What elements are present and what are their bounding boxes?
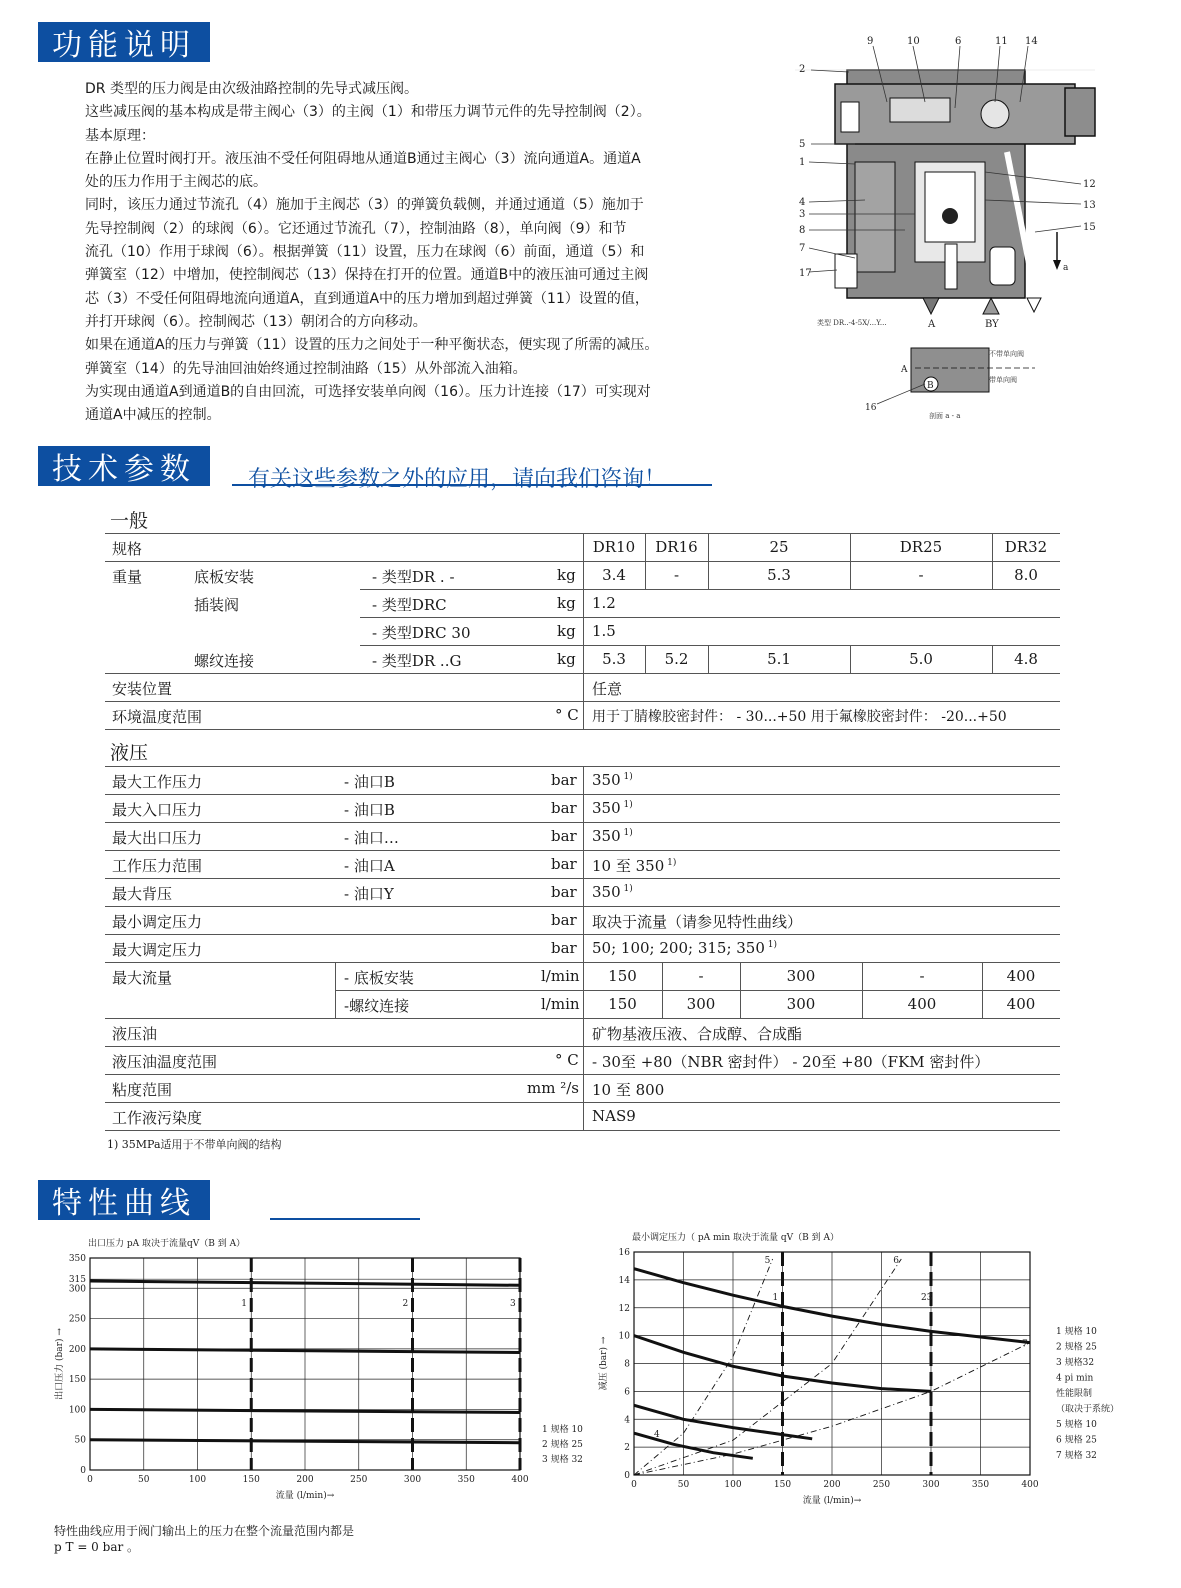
weight-value: 5.3	[767, 566, 791, 584]
series-label: 6	[893, 1255, 900, 1266]
inset-a-label: A	[901, 365, 908, 375]
min-setting-pressure-chart	[599, 1230, 1128, 1510]
port-a-label: A	[928, 319, 936, 330]
hydraulic-param-label: 最大调定压力	[112, 941, 203, 959]
flow-value: 150	[608, 967, 637, 985]
diagram-callout-number: 11	[995, 36, 1008, 47]
y-tick-label: 4	[624, 1415, 630, 1426]
description-line: 先导控制阀（2）的球阀（6）。它还通过节流孔（7），控制油路（8），单向阀（9）和节	[85, 220, 627, 237]
legend-entry: 5 规格 10	[1056, 1420, 1097, 1430]
unit-label: kg	[557, 650, 576, 668]
diagram-callout-number: 3	[799, 209, 806, 220]
hydraulic-param-value: 350 $^{1)}$	[592, 771, 633, 789]
y-tick-label: 50	[74, 1435, 86, 1446]
drc-weight-value: 1.2	[592, 594, 616, 612]
flow-value: 400	[1006, 995, 1036, 1013]
y-tick-label: 2	[624, 1443, 630, 1454]
table-column-rule	[850, 533, 851, 589]
y-tick-label: 12	[618, 1303, 630, 1314]
size-header: DR10	[592, 538, 636, 556]
hydraulic-param-label: 最大背压	[112, 885, 173, 903]
unit-label: kg	[557, 622, 576, 640]
y-tick-label: 10	[618, 1331, 630, 1342]
description-line: 通道A中减压的控制。	[85, 407, 221, 424]
inset-with-check-label: 带单向阀	[989, 376, 1017, 384]
weight-value: -	[918, 566, 924, 584]
hydraulic-port-label: - 油口B	[344, 801, 395, 819]
diagram-callout-number: 9	[867, 36, 874, 47]
unit-label: l/min	[541, 967, 580, 985]
hydraulic-param-label: 最大工作压力	[112, 773, 203, 791]
table-column-rule	[335, 962, 336, 1018]
hydraulic-port-label: - 油口B	[344, 773, 395, 791]
x-tick-label: 50	[677, 1480, 690, 1490]
port-by-label: BY	[985, 319, 999, 330]
description-line: 弹簧室（12）中增加，使控制阀芯（13）保持在打开的位置。通道B中的液压油可通过主阀	[85, 267, 649, 284]
flow-thread-label: -螺纹连接	[344, 997, 410, 1015]
table-rule	[360, 589, 1060, 590]
size-limit-label: 1	[772, 1293, 779, 1303]
footnote-marker: 1)	[620, 828, 633, 838]
table-column-rule	[862, 962, 863, 1018]
cleanliness-value: NAS9	[592, 1107, 636, 1125]
inset-b-label: B	[927, 381, 934, 391]
y-tick-label: 200	[68, 1344, 86, 1355]
plate-type-label: - 类型DR . -	[372, 568, 455, 586]
table-column-rule	[850, 645, 851, 673]
table-column-rule	[992, 533, 993, 589]
curve-note	[54, 1523, 354, 1555]
size-header: DR32	[1004, 538, 1048, 556]
hydraulic-param-value: 350 $^{1)}$	[592, 883, 633, 901]
diagram-callout-number: 15	[1083, 222, 1096, 233]
weight-value: 5.0	[909, 650, 933, 668]
x-tick-label: 400	[511, 1475, 529, 1485]
y-tick-label: 250	[68, 1314, 86, 1325]
hydraulic-port-label: - 油口Y	[344, 885, 394, 903]
x-tick-label: 200	[296, 1475, 314, 1485]
weight-value: 5.2	[664, 650, 689, 668]
size-limit-label: 3	[510, 1299, 516, 1309]
flow-plate-label: - 底板安装	[344, 969, 414, 987]
table-column-rule	[708, 533, 709, 589]
drc30-type-label: - 类型DRC 30	[372, 624, 471, 642]
y-tick-label: 350	[68, 1254, 86, 1264]
series-label: 4	[654, 1430, 660, 1441]
table-rule	[360, 645, 1060, 646]
flow-value: 150	[608, 995, 637, 1013]
table-column-rule	[708, 645, 709, 673]
series-line	[634, 1259, 901, 1475]
y-axis-label: 减压 (bar) →	[599, 1336, 609, 1391]
fluid-temp-value: - 30至 +80（NBR 密封件） - 20至 +80（FKM 密封件）	[592, 1053, 990, 1071]
description-line: 在静止位置时阀打开。液压油不受任何阻碍地从通道B通过主阀心（3）流向通道A。通道A	[85, 150, 641, 167]
consult-text: 有关这些参数之外的应用，请向我们咨询！	[248, 467, 667, 492]
table-column-rule	[662, 962, 663, 1018]
footnote-marker: 1)	[764, 940, 778, 950]
description-line: 基本原理：	[85, 127, 155, 144]
size-header: DR16	[655, 538, 698, 556]
hydraulic-param-value: 350 $^{1)}$	[592, 827, 633, 845]
unit-label: kg	[557, 566, 576, 584]
footnote-marker: 1)	[664, 858, 677, 868]
ambient-temp-label: 环境温度范围	[112, 708, 203, 726]
y-tick-label: 16	[618, 1248, 630, 1258]
flow-value: -	[698, 967, 704, 985]
weight-value: 5.1	[767, 650, 791, 668]
x-tick-label: 350	[971, 1480, 990, 1490]
table-rule	[105, 1130, 1060, 1131]
section-heading-hydraulic: 液压	[110, 742, 149, 764]
section-title-curves: 特性曲线	[52, 1186, 196, 1221]
size-limit-label: 1	[241, 1299, 247, 1309]
table-column-rule	[740, 962, 741, 1018]
description-text	[85, 78, 775, 427]
unit-label: bar	[551, 855, 577, 873]
flow-value: 400	[907, 995, 937, 1013]
unit-label: bar	[551, 771, 577, 789]
hydraulic-param-label: 最大入口压力	[112, 801, 203, 819]
legend-entry: 3 规格 32	[542, 1455, 583, 1465]
legend-entry: 2 规格 25	[1056, 1342, 1097, 1353]
x-tick-label: 200	[823, 1480, 841, 1490]
table-column-rule	[645, 533, 646, 589]
x-axis-label: 流量 (l/min)→	[802, 1496, 862, 1506]
x-tick-label: 0	[87, 1475, 93, 1485]
y-tick-label: 6	[624, 1387, 630, 1398]
description-line: 流孔（10）作用于球阀（6）。根据弹簧（11）设置，压力在球阀（6）前面，通道（5）和	[85, 244, 645, 261]
flow-value: 300	[786, 967, 816, 985]
hydraulic-param-value: 350 $^{1)}$	[592, 799, 633, 817]
outlet-pressure-chart	[40, 1230, 630, 1510]
section-title-tech: 技术参数	[52, 452, 196, 487]
table-rule	[105, 729, 1060, 730]
unit-label: bar	[551, 827, 577, 845]
diagram-callout-number: 6	[955, 36, 962, 47]
description-line: 并打开球阀（6）。控制阀芯（13）朝闭合的方向移动。	[85, 313, 427, 330]
inset-caption: 剖面 a - a	[929, 412, 961, 420]
footnote-marker: 1)	[620, 884, 633, 894]
unit-label: l/min	[541, 995, 580, 1013]
viscosity-label: 粘度范围	[112, 1081, 173, 1099]
cleanliness-label: 工作液污染度	[112, 1109, 203, 1127]
table-column-rule	[982, 962, 983, 1018]
x-tick-label: 400	[1021, 1480, 1039, 1490]
x-tick-label: 150	[773, 1480, 792, 1490]
hydraulic-param-value: 50; 100; 200; 315; 350 $^{1)}$	[592, 939, 778, 957]
diagram-callout-number: 10	[907, 36, 920, 47]
description-line: 这些减压阀的基本构成是带主阀心（3）的主阀（1）和带压力调节元件的先导控制阀（2）。	[85, 104, 651, 121]
y-tick-label: 0	[624, 1471, 630, 1481]
fluid-temp-label: 液压油温度范围	[112, 1053, 218, 1071]
fluid-label: 液压油	[112, 1025, 158, 1043]
weight-value: 3.4	[602, 566, 626, 584]
valve-cross-section-diagram	[795, 32, 1095, 427]
chart-title: 出口压力 pA 取决于流量qV（B 到 A）	[88, 1239, 246, 1249]
x-tick-label: 0	[631, 1480, 637, 1490]
series-label: 7	[1022, 1339, 1028, 1350]
curve-note-line2: p T = 0 bar 。	[54, 1540, 140, 1554]
table-column-rule	[583, 766, 584, 1130]
x-tick-label: 100	[188, 1475, 207, 1485]
size-limit-label: 23	[921, 1293, 933, 1303]
x-tick-label: 250	[350, 1475, 368, 1485]
description-line: 为实现由通道A到通道B的自由回流，可选择安装单向阀（16）。压力计连接（17）可实现对	[85, 383, 651, 400]
unit-label: bar	[551, 883, 577, 901]
size-label: 规格	[112, 540, 143, 558]
y-tick-label: 300	[68, 1284, 86, 1295]
diagram-callout-number: 5	[799, 139, 806, 150]
y-tick-label: 14	[618, 1275, 630, 1286]
drc30-weight-value: 1.5	[592, 622, 616, 640]
diagram-callout-number: 8	[799, 225, 806, 236]
diagram-callout-number: 1	[799, 157, 806, 168]
section-banner-function	[38, 22, 210, 62]
legend-entry: （取决于系统）	[1056, 1404, 1120, 1415]
diagram-caption: 类型 DR..-4-5X/...Y...	[817, 319, 887, 327]
thread-label: 螺纹连接	[194, 652, 255, 670]
plate-label: 底板安装	[194, 568, 255, 586]
x-tick-label: 300	[403, 1475, 422, 1485]
diagram-callout-number: 7	[799, 243, 806, 254]
flow-value: 300	[786, 995, 816, 1013]
table-column-rule	[583, 533, 584, 729]
hydraulic-param-value: 取决于流量（请参见特性曲线）	[592, 913, 803, 931]
y-tick-label: 100	[68, 1405, 86, 1416]
ambient-temp-value: 用于丁腈橡胶密封件： - 30...+50 用于氟橡胶密封件： -20...+50	[592, 709, 1007, 725]
chart-title: 最小调定压力（ pA min 取决于流量 qV（B 到 A）	[632, 1233, 840, 1243]
mount-value: 任意	[592, 680, 623, 698]
curve-note-line1: 特性曲线应用于阀门输出上的压力在整个流量范围内都是	[54, 1524, 355, 1538]
unit-label: ° C	[555, 706, 579, 724]
inset-16-label: 16	[865, 403, 877, 413]
hydraulic-param-label: 最大出口压力	[112, 829, 203, 847]
x-axis-label: 流量 (l/min)→	[275, 1491, 335, 1501]
unit-label: kg	[557, 594, 576, 612]
x-tick-label: 100	[724, 1480, 742, 1490]
description-line: 同时，该压力通过节流孔（4）施加于主阀芯（3）的弹簧负载侧，并通过通道（5）施加于	[85, 197, 644, 214]
size-header: DR25	[899, 538, 943, 556]
weight-label: 重量	[112, 568, 143, 586]
footnote-marker: 1)	[620, 772, 633, 782]
diagram-callout-number: 2	[799, 64, 806, 75]
diagram-callout-number: 13	[1083, 200, 1096, 211]
description-line: 芯（3）不受任何阻碍地流向通道A，直到通道A中的压力增加到超过弹簧（11）设置的值，	[85, 290, 649, 307]
table-rule	[335, 990, 1060, 991]
description-line: 弹簧室（14）的先导油回油始终通过控制油路（15）从外部流入油箱。	[85, 360, 527, 377]
hydraulic-param-label: 工作压力范围	[112, 857, 203, 875]
weight-value: 5.3	[602, 650, 626, 668]
section-a-label: a	[1063, 263, 1069, 273]
flow-value: 400	[1006, 967, 1036, 985]
series-line	[90, 1409, 520, 1412]
inset-no-check-label: 不带单向阀	[989, 350, 1024, 358]
y-axis-label: 出口压力 (bar) →	[55, 1328, 65, 1400]
description-line: 如果在通道A的压力与弹簧（11）设置的压力之间处于一种平衡状态，便实现了所需的减压。	[85, 337, 659, 354]
x-tick-label: 300	[922, 1480, 940, 1490]
flow-label: 最大流量	[112, 969, 173, 987]
mount-label: 安装位置	[112, 680, 173, 698]
y-tick-label: 0	[80, 1466, 86, 1476]
series-line	[634, 1259, 773, 1475]
flow-value: 300	[686, 995, 716, 1013]
diagram-callout-number: 14	[1025, 36, 1038, 47]
legend-entry: 1 规格 10	[1056, 1327, 1097, 1337]
drc-type-label: - 类型DRC	[372, 596, 447, 614]
diagram-callout-number: 4	[799, 197, 806, 208]
legend-entry: 性能限制	[1056, 1389, 1093, 1399]
series-line	[90, 1349, 520, 1353]
y-tick-label: 8	[624, 1359, 630, 1370]
section-banner-curves	[38, 1180, 210, 1220]
section-heading-general: 一般	[110, 510, 149, 532]
section-banner-tech	[38, 446, 210, 486]
viscosity-value: 10 至 800	[592, 1081, 665, 1099]
footnote-marker: 1)	[620, 800, 633, 810]
series-line	[90, 1440, 520, 1443]
description-line: 处的压力作用于主阀芯的底。	[85, 174, 267, 191]
legend-entry: 4 pi min	[1056, 1373, 1094, 1384]
size-limit-label: 2	[402, 1299, 409, 1309]
unit-label: bar	[551, 939, 577, 957]
hydraulic-param-value: 10 至 350 $^{1)}$	[592, 857, 677, 875]
y-tick-label: 150	[68, 1375, 86, 1386]
y-tick-label: 315	[68, 1275, 86, 1286]
weight-value: -	[673, 566, 680, 584]
footnote: 1) 35MPa适用于不带单向阀的结构	[107, 1138, 282, 1151]
x-tick-label: 250	[872, 1480, 891, 1490]
series-line	[634, 1433, 753, 1458]
series-line	[634, 1405, 812, 1439]
thread-type-label: - 类型DR ..G	[372, 652, 462, 670]
x-tick-label: 350	[457, 1475, 475, 1485]
diagram-callout-number: 17	[799, 268, 812, 279]
fluid-value: 矿物基液压液、合成醇、合成酯	[592, 1025, 803, 1043]
legend-entry: 1 规格 10	[542, 1425, 583, 1435]
diagram-callout-number: 12	[1083, 179, 1096, 190]
unit-label: bar	[551, 799, 577, 817]
hydraulic-port-label: - 油口…	[344, 829, 399, 847]
x-tick-label: 50	[138, 1475, 150, 1485]
flow-value: -	[919, 967, 925, 985]
legend-entry: 6 规格 25	[1056, 1435, 1097, 1446]
unit-label: mm ²/s	[527, 1079, 579, 1097]
unit-label: bar	[551, 911, 577, 929]
weight-value: 4.8	[1014, 650, 1038, 668]
weight-value: 8.0	[1014, 566, 1038, 584]
table-column-rule	[992, 645, 993, 673]
section-title-function: 功能说明	[52, 28, 196, 63]
cartridge-label: 插装阀	[194, 596, 240, 614]
x-tick-label: 150	[242, 1475, 260, 1485]
table-column-rule	[645, 645, 646, 673]
section-curves-underline	[270, 1218, 420, 1220]
table-rule	[360, 617, 1060, 618]
legend-entry: 2 规格 25	[542, 1440, 583, 1450]
size-header: 25	[769, 538, 789, 556]
description-line: DR 类型的压力阀是由次级油路控制的先导式减压阀。	[85, 81, 418, 97]
hydraulic-param-label: 最小调定压力	[112, 913, 203, 931]
unit-label: ° C	[555, 1051, 579, 1069]
legend-entry: 3 规格32	[1056, 1358, 1095, 1368]
legend-entry: 7 规格 32	[1056, 1451, 1097, 1461]
series-label: 5	[764, 1255, 771, 1266]
hydraulic-port-label: - 油口A	[344, 857, 395, 875]
